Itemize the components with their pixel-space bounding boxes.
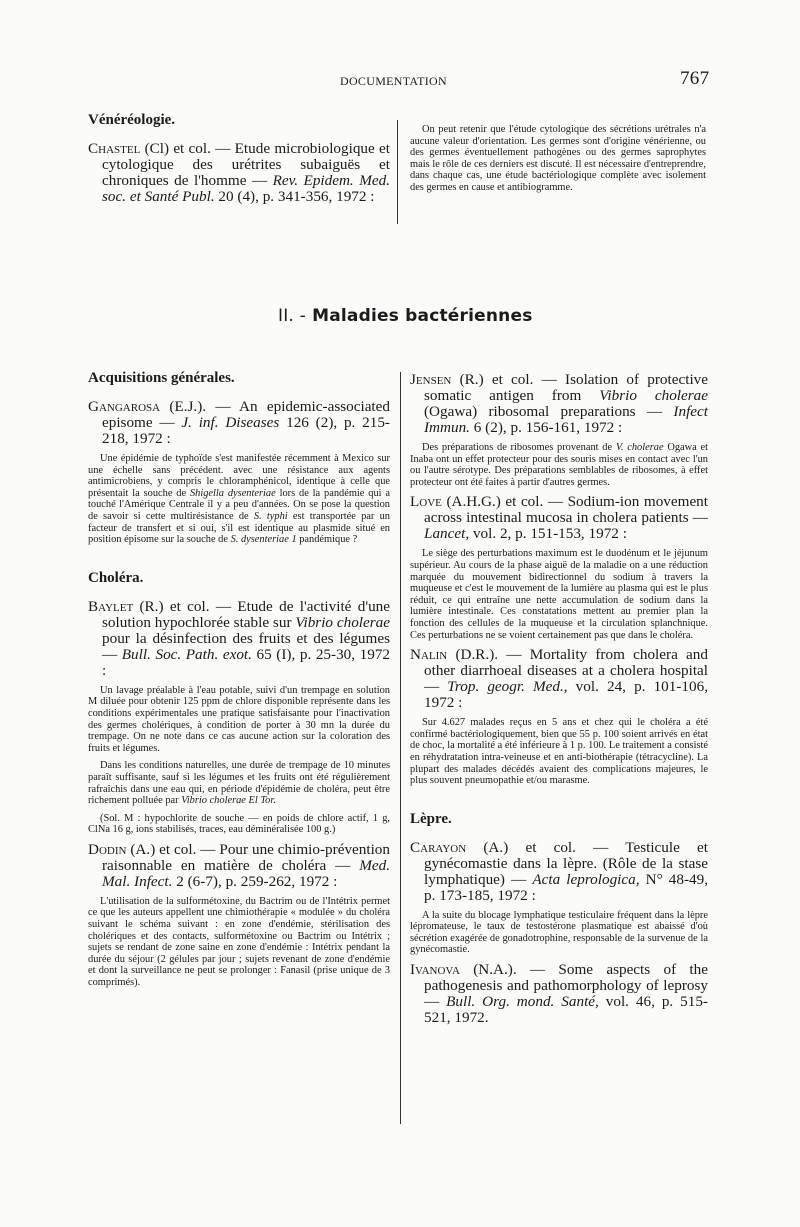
species: Vibrio cholerae El Tor. (181, 795, 276, 807)
citation-ivanova (410, 962, 708, 1026)
citation-text: (Ogawa) ribosomal preparations — (424, 403, 674, 420)
section-heading-venereologie: Vénéréologie. (88, 112, 176, 128)
section-heading-lepre: Lèpre. (410, 810, 452, 827)
journal: Trop. geogr. Med., (447, 678, 568, 696)
citation-text: (R.) et col. — Etude de l'activité d'une solution hypochlorée stable sur (102, 597, 390, 631)
species: Vibrio cholerae (295, 613, 390, 631)
citation-text: (E.J.). — An epidemic-associated episome — (102, 398, 390, 431)
citation-baylet (88, 599, 390, 679)
running-header: DOCUMENTATION (340, 74, 447, 88)
author: Gangarosa (88, 398, 161, 415)
journal: Acta leprologica, (532, 870, 640, 888)
journal: Med. Mal. Infect. (102, 856, 390, 890)
journal: J. inf. Diseases (181, 414, 280, 431)
citation-tail: 2 (6-7), p. 259-262, 1972 : (172, 872, 338, 890)
journal: Bull. Org. mond. Santé, (446, 993, 599, 1011)
citation-tail: N° 48-49, p. 173-185, 1972 : (424, 870, 708, 904)
abstract-chastel: On peut retenir que l'étude cytologique des sécrétions urétrales n'a aucune valeur d'orientation. Les germes sont d'origine vénérienne, ou des germes éventuellement pathogènes ou des germes saprophytes mais le rôle de ces derniers est discuté. Il est nécessaire d'entreprendre, dans chaque cas, une étude bactériologique complète avec isolement des germes en cause et antibiogramme. (410, 124, 706, 193)
citation-gangarosa (88, 399, 390, 447)
citation-text: (A.) et col. — Testicule et gynécomastie dans la lèpre. (Rôle de la stase lymphatique) — (424, 838, 708, 888)
section-heading-acquisitions: Acquisitions générales. (88, 370, 235, 386)
section-heading-cholera: Choléra. (88, 569, 144, 586)
citation-tail: vol. 2, p. 151-153, 1972 : (469, 525, 627, 543)
journal: Infect Immun. (424, 403, 708, 436)
section-title-text: Maladies bactériennes (312, 306, 533, 326)
citation-text: (N.A.). — Some aspects of the pathogenesis and pathomorphology of leprosy — (424, 961, 708, 1011)
citation-text: (Cl) et col. — Etude microbiologique et cytologique des urétrites subaiguës et chroniques de l'homme — (102, 140, 390, 189)
citation-tail: vol. 24, p. 101-106, 1972 : (424, 678, 708, 712)
species: Vibrio cholerae (599, 387, 708, 404)
citation-carayon (410, 840, 708, 904)
citation-text: (A.) et col. — Pour une chimio-prévention raisonnable en matière de choléra — (102, 840, 390, 874)
citation-nalin (410, 647, 708, 711)
abstract-love: Le siège des perturbations maximum est le duodénum et le jéjunum supérieur. Au cours de la phase aiguë de la maladie on a une réduction marquée du mouvement bidirectionnel du sodium à travers la muqueuse et c'est le mouvement de la lumière au plasma qui est le plus réduit, ce qui entraîne une nette accumulation de sodium dans la lumière intestinale. Ces constatations mettent au premier plan la fonction des cellules de la muqueuse et la circulation splanchnique. Ces perturbations ne se voient certainement pas que dans le choléra. (410, 548, 708, 641)
citation-tail: 20 (4), p. 341-356, 1972 : (214, 188, 375, 205)
abstract-carayon: A la suite du blocage lymphatique testiculaire fréquent dans la lèpre lépromateuse, le taux de testostérone plasmatique est abaissé d'où sécrétion exagérée de gonadotrophine, responsable de la survenue de la gynécomastie. (410, 909, 708, 956)
page-number: 767 (680, 68, 710, 89)
author: Jensen (410, 371, 452, 388)
author: Dodin (88, 840, 127, 858)
citation-tail: 126 (2), p. 215-218, 1972 : (102, 414, 390, 447)
author: Carayon (410, 838, 467, 856)
column-divider (397, 120, 398, 224)
journal: Bull. Soc. Path. exot. (121, 645, 252, 663)
citation-text: (R.) et col. — Isolation of protective somatic antigen from (424, 371, 708, 404)
journal: Rev. Epidem. Med. soc. et Santé Publ. (102, 172, 390, 205)
citation-dodin (88, 842, 390, 890)
abstract-baylet-3: (Sol. M : hypochlorite de souche — en poids de chlore actif, 1 g, ClNa 16 g, ions stabilisés, traces, eau déminéralisée 100 g.) (88, 812, 390, 836)
column-divider (400, 372, 401, 1124)
abstract-baylet-2 (88, 760, 390, 806)
citation-love (410, 494, 708, 542)
author: Nalin (410, 646, 448, 664)
bottom-left-column (88, 370, 390, 995)
species: V. cholerae (615, 442, 664, 453)
citation-text: (D.R.). — Mortality from cholera and other diarrhoeal diseases at a cholera hospital — (424, 646, 708, 696)
citation-text: (A.H.G.) et col. — Sodium-ion movement across intestinal mucosa in cholera patients — (424, 493, 708, 527)
abstract-text: Dans les conditions naturelles, une durée de trempage de 10 minutes paraît suffisante, sauf si les légumes et les fruits ont été régulièrement rafraîchis dans une eau qui, en période d'épidémie de choléra, peut être richement polluée par (88, 760, 390, 807)
citation-chastel (88, 141, 390, 205)
journal: Lancet, (424, 525, 470, 543)
abstract-jensen (410, 442, 708, 488)
abstract-text: est transportée par un facteur de transfert et si oui, s'il est identique au plasmide situé en position épisome sur la souche de (88, 510, 390, 546)
abstract-text: Des préparations de ribosomes provenant de (422, 442, 616, 453)
species: S. dysenteriae 1 (230, 534, 297, 546)
author: Ivanova (410, 961, 460, 979)
top-right-column (410, 124, 706, 200)
section-number: II. - (278, 306, 306, 326)
author: Love (410, 493, 442, 511)
abstract-nalin: Sur 4.627 malades reçus en 5 ans et chez qui le choléra a été confirmé bactériologiquement, bien que 55 p. 100 soient arrivés en état de choc, la mortalité a été inférieure à 1 p. 100. Le traitement a consisté en réhydratation intra-veineuse et en anti-biothérapie (tétracycline). La plupart des malades décédés avaient des complications majeures, le plus souvent pneumopathie et/ou marasme. (410, 717, 708, 787)
abstract-text: lors de la pandémie qui a touché l'Amérique Centrale il y a peu d'années. On se pose la question de savoir si cette multirésistance de (88, 487, 390, 522)
abstract-gangarosa (88, 453, 390, 546)
abstract-text: Une épidémie de typhoïde s'est manifestée récemment à Mexico sur une échelle sans précédent. avec une résistance aux agents antimicrobiens, y compris le chloramphénicol, identique à celle que présentait la souche de (88, 453, 390, 499)
top-left-column (88, 112, 390, 211)
abstract-dodin: L'utilisation de la sulformétoxine, du Bactrim ou de l'Intétrix permet ce que les auteurs appellent une chimiothérapie « modulée » du choléra suivant le schéma suivant : en zone d'endémie, stérilisation des cholériques et des contacts, sulformétoxine ou Bactrim ou Intétrix ; sujets se rendant de zone saine en zone d'endémie : Intétrix pendant la durée du séjour (2 gélules par jour ; sujets revenant de zone d'endémie et dont la surveillance ne peut se prolonger : Fanasil (prise unique de 3 comprimés). (88, 895, 390, 989)
author: Chastel (88, 140, 141, 157)
species: Shigella dysenteriae (189, 487, 276, 499)
author: Baylet (88, 597, 134, 615)
citation-jensen (410, 372, 708, 436)
section-title (278, 306, 578, 326)
citation-tail: 65 (I), p. 25-30, 1972 : (102, 645, 391, 679)
citation-tail: 6 (2), p. 156-161, 1972 : (469, 419, 623, 436)
citation-tail: vol. 46, p. 515-521, 1972. (424, 993, 708, 1027)
species: S. typhi (253, 510, 288, 522)
bottom-right-column (410, 372, 708, 1032)
abstract-baylet-1: Un lavage préalable à l'eau potable, suivi d'un trempage en solution M diluée pour obtenir 125 ppm de chlore disponible représente dans les conditions expérimentales une pratique satisfaisante pour l'inactivation des germes cholériques, à condition de porter à 30 mn la durée du trempage. On ne note dans ce cas aucune action sur la coloration des fruits et légumes. (88, 684, 390, 754)
abstract-text: pandémique ? (296, 534, 358, 546)
abstract-text: Ogawa et Inaba ont un effet protecteur pour des souris mises en contact avec l'un ou l'autre sérotype. Des préparations semblables de ribosomes, à effet protecteur ont été faites à partir d'autres germes. (410, 442, 708, 488)
citation-text: pour la désinfection des fruits et des légumes — (102, 629, 390, 663)
